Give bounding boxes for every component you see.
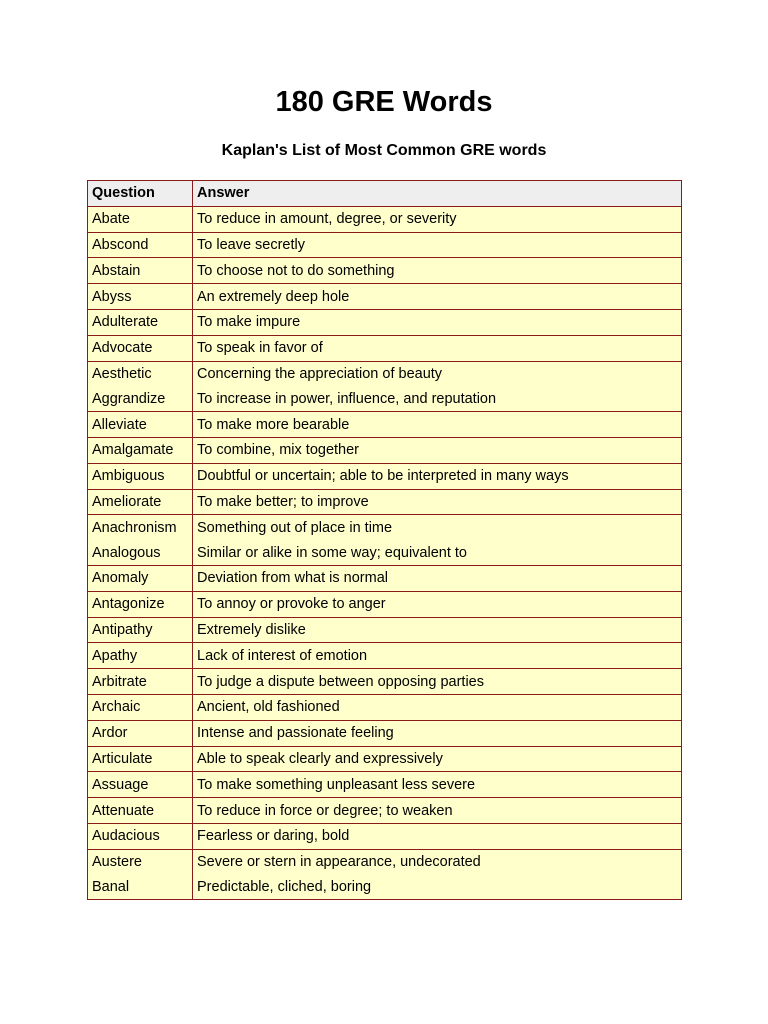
question-cell: Assuage (88, 772, 193, 798)
table-row (88, 232, 682, 258)
table-row (88, 515, 682, 540)
table-row (88, 335, 682, 361)
table-row (88, 746, 682, 772)
column-header-answer: Answer (193, 181, 682, 207)
question-cell: Aesthetic (88, 361, 193, 386)
answer-cell: To leave secretly (193, 232, 682, 258)
answer-cell: To speak in favor of (193, 335, 682, 361)
answer-cell: Ancient, old fashioned (193, 694, 682, 720)
table-row (88, 591, 682, 617)
question-cell: Ardor (88, 720, 193, 746)
column-header-question: Question (88, 181, 193, 207)
answer-cell: To judge a dispute between opposing parties (193, 669, 682, 695)
question-cell: Abate (88, 206, 193, 232)
table-row (88, 823, 682, 849)
answer-cell: An extremely deep hole (193, 284, 682, 310)
answer-cell: To reduce in amount, degree, or severity (193, 206, 682, 232)
question-cell: Attenuate (88, 798, 193, 824)
table-row (88, 772, 682, 798)
answer-cell: To make more bearable (193, 412, 682, 438)
table-row (88, 669, 682, 695)
question-cell: Antipathy (88, 617, 193, 643)
question-cell: Banal (88, 875, 193, 900)
question-cell: Arbitrate (88, 669, 193, 695)
table-row (88, 643, 682, 669)
question-cell: Adulterate (88, 309, 193, 335)
answer-cell: Severe or stern in appearance, undecorated (193, 849, 682, 874)
table-row (88, 463, 682, 489)
vocabulary-table (87, 180, 682, 900)
question-cell: Amalgamate (88, 437, 193, 463)
question-cell: Apathy (88, 643, 193, 669)
document-subtitle: Kaplan's List of Most Common GRE words (221, 142, 547, 159)
answer-cell: Doubtful or uncertain; able to be interpreted in many ways (193, 463, 682, 489)
question-cell: Anomaly (88, 565, 193, 591)
table-row (88, 565, 682, 591)
answer-cell: Intense and passionate feeling (193, 720, 682, 746)
question-cell: Abstain (88, 258, 193, 284)
question-cell: Archaic (88, 694, 193, 720)
answer-cell: To make impure (193, 309, 682, 335)
question-cell: Ambiguous (88, 463, 193, 489)
table-row (88, 720, 682, 746)
question-cell: Audacious (88, 823, 193, 849)
table-row (88, 412, 682, 438)
answer-cell: Lack of interest of emotion (193, 643, 682, 669)
question-cell: Analogous (88, 540, 193, 565)
answer-cell: Similar or alike in some way; equivalent to (193, 540, 682, 565)
table-header-row (88, 181, 682, 207)
answer-cell: To reduce in force or degree; to weaken (193, 798, 682, 824)
document-title: 180 GRE Words (275, 86, 493, 118)
question-cell: Alleviate (88, 412, 193, 438)
table-row (88, 875, 682, 900)
answer-cell: Something out of place in time (193, 515, 682, 540)
answer-cell: Concerning the appreciation of beauty (193, 361, 682, 386)
table-row (88, 540, 682, 565)
question-cell: Ameliorate (88, 489, 193, 515)
answer-cell: To increase in power, influence, and reputation (193, 386, 682, 411)
table-row (88, 437, 682, 463)
question-cell: Articulate (88, 746, 193, 772)
answer-cell: Fearless or daring, bold (193, 823, 682, 849)
answer-cell: To combine, mix together (193, 437, 682, 463)
question-cell: Antagonize (88, 591, 193, 617)
question-cell: Advocate (88, 335, 193, 361)
answer-cell: To make something unpleasant less severe (193, 772, 682, 798)
answer-cell: Able to speak clearly and expressively (193, 746, 682, 772)
question-cell: Abyss (88, 284, 193, 310)
question-cell: Aggrandize (88, 386, 193, 411)
question-cell: Austere (88, 849, 193, 874)
table-row (88, 489, 682, 515)
answer-cell: Extremely dislike (193, 617, 682, 643)
table-body (88, 206, 682, 900)
table-row (88, 361, 682, 386)
table-row (88, 849, 682, 874)
answer-cell: To annoy or provoke to anger (193, 591, 682, 617)
question-cell: Anachronism (88, 515, 193, 540)
table-row (88, 617, 682, 643)
answer-cell: To make better; to improve (193, 489, 682, 515)
table-row (88, 258, 682, 284)
table-row (88, 386, 682, 411)
table-row (88, 694, 682, 720)
question-cell: Abscond (88, 232, 193, 258)
table-row (88, 284, 682, 310)
table-row (88, 798, 682, 824)
answer-cell: Deviation from what is normal (193, 565, 682, 591)
answer-cell: To choose not to do something (193, 258, 682, 284)
table-row (88, 309, 682, 335)
table-row (88, 206, 682, 232)
answer-cell: Predictable, cliched, boring (193, 875, 682, 900)
